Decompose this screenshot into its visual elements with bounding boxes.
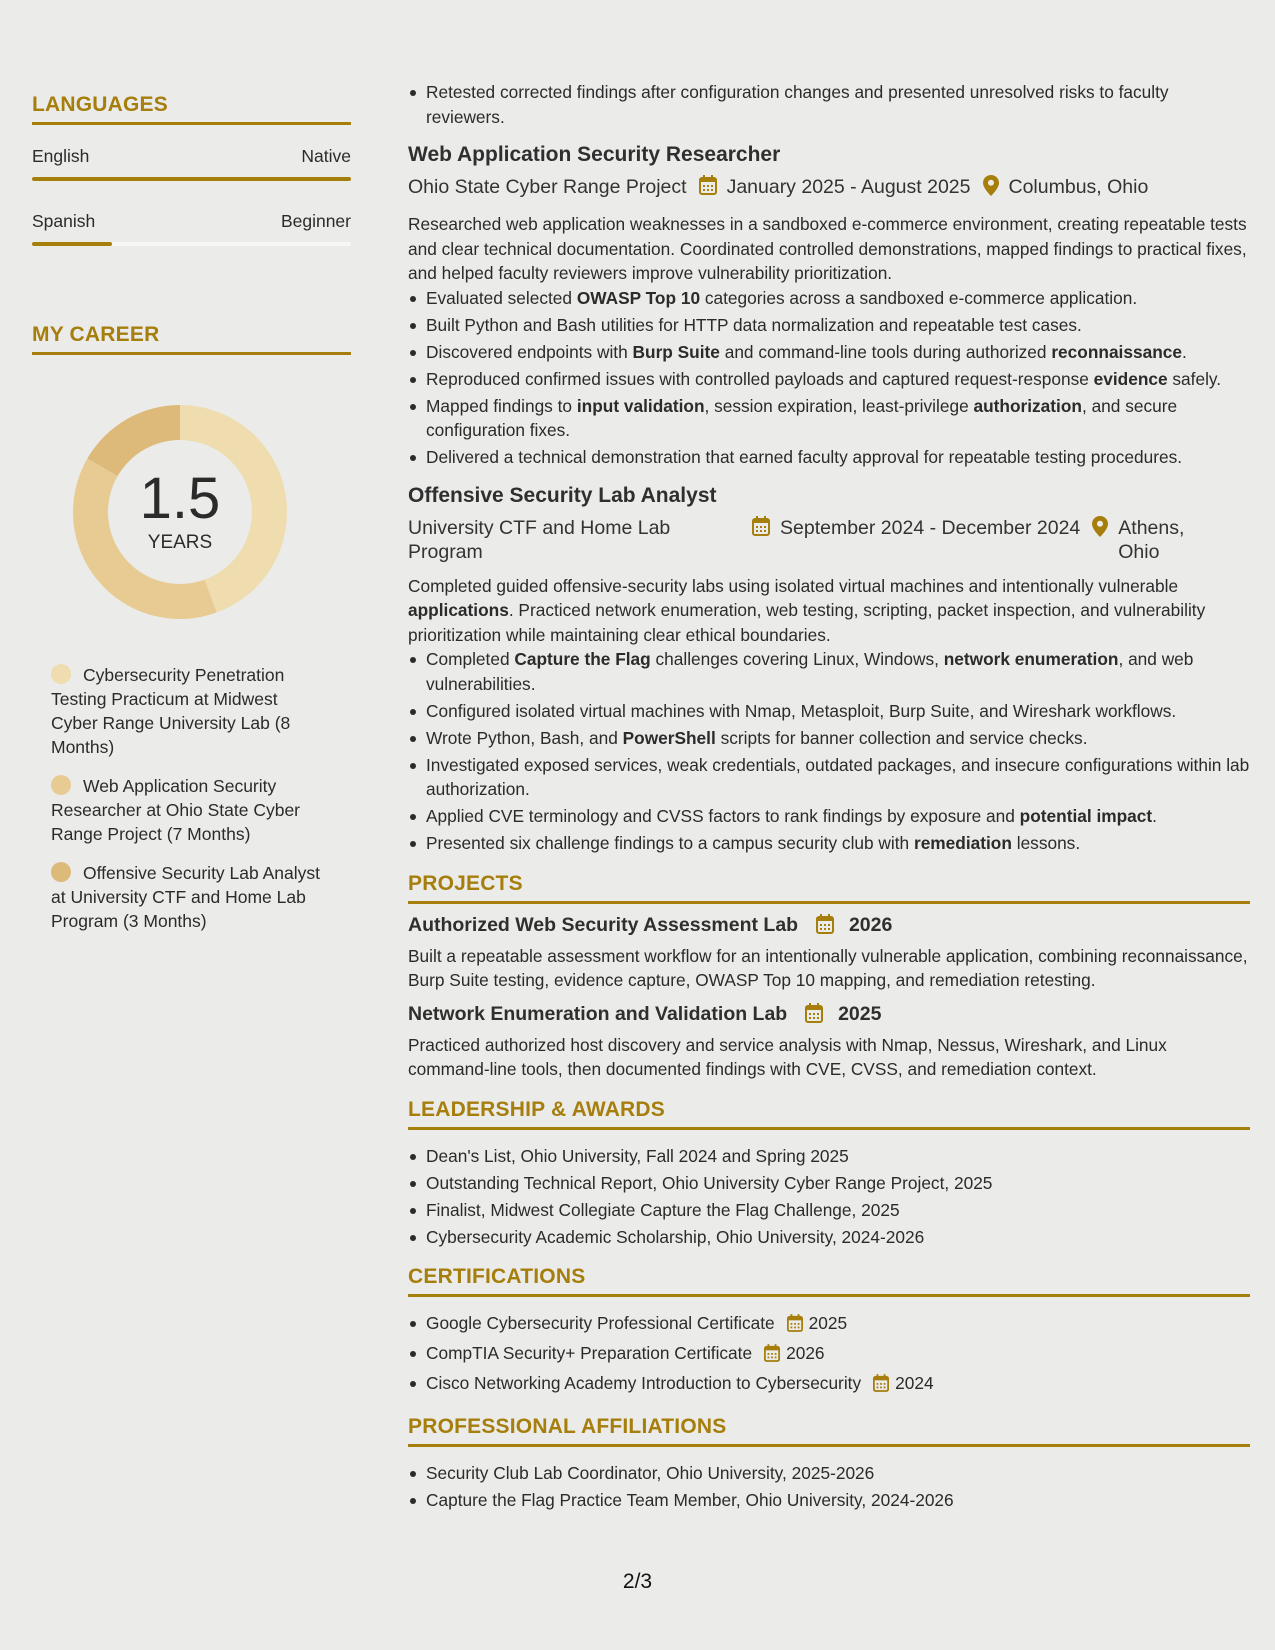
job-bullet: Built Python and Bash utilities for HTTP data normalization and repeatable test cases. <box>408 313 1250 338</box>
job-entry <box>408 143 1250 470</box>
project-year: 2025 <box>838 1002 882 1025</box>
leadership-list <box>408 1144 1250 1250</box>
calendar-icon <box>805 1003 823 1029</box>
language-proficiency-fill <box>32 242 112 246</box>
emphasis-text: reconnaissance <box>1051 341 1182 362</box>
project-year: 2026 <box>848 913 893 936</box>
emphasis-text: Capture the Flag <box>514 649 651 669</box>
career-legend-item <box>51 861 321 933</box>
emphasis-text: PowerShell <box>622 727 716 748</box>
career-total-unit: YEARS <box>147 532 213 553</box>
career-total-years: 1.5 <box>139 466 221 531</box>
certifications-title: CERTIFICATIONS <box>408 1265 1250 1297</box>
language-item <box>32 146 351 181</box>
job-title: Offensive Security Lab Analyst <box>408 483 717 507</box>
certification-item <box>408 1341 1250 1369</box>
job-bullet: Configured isolated virtual machines with Nmap, Metasploit, Burp Suite, and Wireshark workflows. <box>408 699 1250 724</box>
job-bullet: Delivered a technical demonstration that earned faculty approval for repeatable testing procedures. <box>408 445 1250 470</box>
project-item <box>408 914 1250 993</box>
job-bullet: Evaluated selected OWASP Top 10 categories across a sandboxed e-commerce application. <box>408 286 1250 311</box>
project-heading <box>408 1003 1250 1029</box>
affiliations-section <box>408 1415 1250 1513</box>
sidebar <box>32 93 351 948</box>
calendar-icon <box>764 1344 780 1369</box>
job-dates: September 2024 - December 2024 <box>780 516 1081 539</box>
legend-dot <box>51 862 71 882</box>
language-name: Spanish <box>32 211 96 231</box>
language-name: English <box>32 146 90 166</box>
leadership-item: Finalist, Midwest Collegiate Capture the Flag Challenge, 2025 <box>408 1198 1250 1223</box>
certification-item <box>408 1311 1250 1339</box>
job-organization: University CTF and Home Lab Program <box>408 516 671 563</box>
affiliations-list <box>408 1461 1250 1513</box>
certification-year: 2025 <box>808 1313 848 1333</box>
location-pin-icon <box>983 175 999 202</box>
affiliations-title: PROFESSIONAL AFFILIATIONS <box>408 1415 1250 1447</box>
career-donut-chart <box>65 397 295 627</box>
leadership-item: Dean's List, Ohio University, Fall 2024 and Spring 2025 <box>408 1144 1250 1169</box>
page-number: 2/3 <box>622 1570 653 1593</box>
previous-job-bullets <box>408 80 1250 129</box>
leadership-section <box>408 1098 1250 1250</box>
project-name: Network Enumeration and Validation Lab <box>408 1002 788 1025</box>
job-bullet: Applied CVE terminology and CVSS factors to rank findings by exposure and potential impact. <box>408 804 1250 829</box>
calendar-icon <box>787 1314 803 1339</box>
job-bullet: Reproduced confirmed issues with controlled payloads and captured request-response evidence safely. <box>408 367 1250 392</box>
emphasis-text: applications <box>408 600 509 620</box>
emphasis-text: authorization <box>973 395 1082 416</box>
job-description: Researched web application weaknesses in a sandboxed e-commerce environment, creating repeatable tests and clear technical documentation. Coordinated controlled demonstrations, mapped findings to practical fixes, and helped faculty reviewers improve vulnerability prioritization. <box>408 214 1247 283</box>
project-name: Authorized Web Security Assessment Lab <box>408 913 799 936</box>
job-location: Athens, Ohio <box>1118 516 1185 563</box>
language-proficiency-fill <box>32 177 351 181</box>
job-bullet: Wrote Python, Bash, and PowerShell scripts for banner collection and service checks. <box>408 726 1250 751</box>
language-item <box>32 211 351 246</box>
calendar-icon <box>752 516 770 542</box>
job-entry <box>408 484 1250 856</box>
leadership-item: Cybersecurity Academic Scholarship, Ohio University, 2024-2026 <box>408 1225 1250 1250</box>
language-level: Native <box>301 146 351 166</box>
certification-year: 2026 <box>786 1343 825 1363</box>
languages-title: LANGUAGES <box>32 93 351 125</box>
emphasis-text: Burp Suite <box>632 341 720 362</box>
job-bullet: Completed Capture the Flag challenges covering Linux, Windows, network enumeration, and web vulnerabilities. <box>408 647 1250 696</box>
language-proficiency-bar <box>32 242 351 246</box>
leadership-item: Outstanding Technical Report, Ohio University Cyber Range Project, 2025 <box>408 1171 1250 1196</box>
leadership-title: LEADERSHIP & AWARDS <box>408 1098 1250 1130</box>
emphasis-text: potential impact <box>1019 806 1153 826</box>
job-description: Completed guided offensive-security labs using isolated virtual machines and intentionally vulnerable applications. Practiced network enumeration, web testing, scripting, packet inspection, and vulnerability prioritization while maintaining clear ethical boundaries. <box>408 575 1206 645</box>
emphasis-text: evidence <box>1093 368 1168 389</box>
legend-label: Cybersecurity Penetration Testing Practicum at Midwest Cyber Range University Lab (8 Months) <box>51 665 291 757</box>
certification-name: CompTIA Security+ Preparation Certificate <box>426 1343 753 1363</box>
certification-name: Google Cybersecurity Professional Certificate <box>426 1313 775 1333</box>
job-location: Columbus, Ohio <box>1008 176 1149 198</box>
calendar-icon <box>873 1374 889 1399</box>
affiliation-item: Capture the Flag Practice Team Member, Ohio University, 2024-2026 <box>408 1488 1250 1513</box>
calendar-icon <box>699 175 717 201</box>
main-content <box>408 80 1250 1515</box>
certification-year: 2024 <box>895 1373 934 1393</box>
job-bullet: Discovered endpoints with Burp Suite and command-line tools during authorized reconnaissance. <box>408 340 1250 365</box>
project-item <box>408 1003 1250 1082</box>
legend-label: Web Application Security Researcher at Ohio State Cyber Range Project (7 Months) <box>51 776 301 844</box>
calendar-icon <box>816 914 834 940</box>
emphasis-text: OWASP Top 10 <box>576 287 701 308</box>
certifications-list <box>408 1311 1250 1399</box>
location-pin-icon <box>1092 516 1108 543</box>
emphasis-text: remediation <box>913 833 1012 853</box>
bullet-item: Retested corrected findings after configuration changes and presented unresolved risks to faculty reviewers. <box>408 80 1250 129</box>
legend-dot <box>51 775 71 795</box>
emphasis-text: input validation <box>576 395 705 416</box>
projects-section <box>408 872 1250 1082</box>
job-bullets <box>408 286 1250 470</box>
job-bullet: Investigated exposed services, weak credentials, outdated packages, and insecure configurations within lab authorization. <box>408 753 1250 802</box>
job-bullet: Mapped findings to input validation, session expiration, least-privilege authorization, and secure configuration fixes. <box>408 394 1250 443</box>
language-proficiency-bar <box>32 177 351 181</box>
legend-dot <box>51 664 71 684</box>
affiliation-item: Security Club Lab Coordinator, Ohio University, 2025-2026 <box>408 1461 1250 1486</box>
legend-label: Offensive Security Lab Analyst at University CTF and Home Lab Program (3 Months) <box>51 863 321 931</box>
career-legend-item <box>51 663 321 759</box>
project-description: Built a repeatable assessment workflow for an intentionally vulnerable application, combining reconnaissance, Burp Suite testing, evidence capture, OWASP Top 10 mapping, and remediation retesting. <box>408 945 1248 990</box>
job-title: Web Application Security Researcher <box>408 143 781 166</box>
job-bullets <box>408 647 1250 856</box>
job-meta <box>408 516 1250 564</box>
job-meta <box>408 175 1250 202</box>
certification-item <box>408 1371 1250 1399</box>
job-organization: Ohio State Cyber Range Project <box>408 176 687 198</box>
emphasis-text: network enumeration <box>943 649 1119 669</box>
language-level: Beginner <box>280 211 351 231</box>
career-title: MY CAREER <box>32 323 351 355</box>
career-legend <box>51 663 321 933</box>
career-donut-center <box>65 397 295 627</box>
career-legend-item <box>51 774 321 846</box>
projects-title: PROJECTS <box>408 872 1250 904</box>
certifications-section <box>408 1265 1250 1399</box>
job-bullet: Presented six challenge findings to a campus security club with remediation lessons. <box>408 831 1250 856</box>
project-heading <box>408 914 1250 940</box>
certification-name: Cisco Networking Academy Introduction to Cybersecurity <box>426 1373 862 1393</box>
project-description: Practiced authorized host discovery and service analysis with Nmap, Nessus, Wireshark, and Linux command-line tools, then documented findings with CVE, CVSS, and remediation context. <box>408 1034 1167 1079</box>
job-dates: January 2025 - August 2025 <box>726 176 971 198</box>
